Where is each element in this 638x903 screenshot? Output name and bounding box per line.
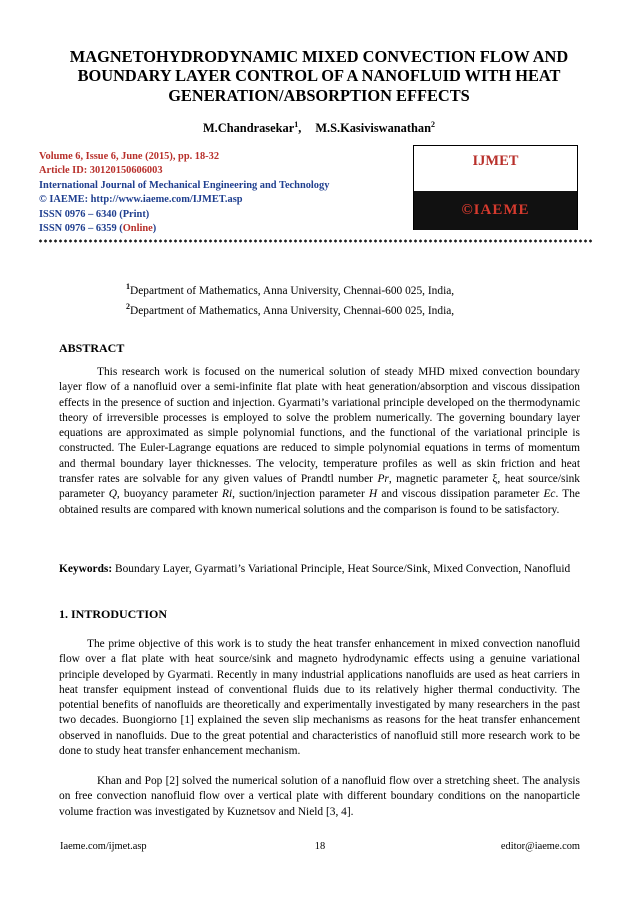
author-separator: , xyxy=(298,121,302,136)
issn-print-line: ISSN 0976 – 6340 (Print) xyxy=(39,208,150,220)
journal-name-line: International Journal of Mechanical Engineering and Technology xyxy=(39,179,330,191)
abstract-text: This research work is focused on the numerical solution of steady MHD mixed convection boundary layer flow of a nanofluid over a semi-infinite flat plate with heat generation/absorption and viscous dissipation effects in the presence of suction and injection. Gyarmati’s variational principle developed on the thermodynamic theory of irreversible processes is employed to solve the problem numerically. The governing boundary layer equations are approximated as simple polynomial functions, and the functional of the variational principle is constructed. The Euler-Lagrange equations are reduced to simple polynomial equations in terms of momentum and thermal boundary layer thicknesses. The velocity, temperature profiles as well as skin friction and heat transfer rates are solvable for any given values of Prandtl number Pr, magnetic parameter ξ, heat source/sink parameter Q, buoyancy parameter Ri, suction/injection parameter H and viscous dissipation parameter Ec. The obtained results are compared with known numerical solutions and the comparison is found to be satisfactory. xyxy=(59,366,581,516)
article-id-line: Article ID: 30120150606003 xyxy=(39,165,163,177)
logo-iaeme-text: ©IAEME xyxy=(414,191,577,230)
keywords-label: Keywords: xyxy=(59,563,113,575)
author-1: M.Chandrasekar$^1$ xyxy=(202,120,299,136)
page-number: 18 xyxy=(314,841,326,852)
footer-email[interactable]: editor@iaeme.com xyxy=(500,841,580,852)
author-2: M.S.Kasiviswanathan$^2$ xyxy=(315,120,435,136)
page-footer xyxy=(60,840,580,854)
author-2-sup: 2 xyxy=(431,120,435,129)
introduction-paragraph-1: The prime objective of this work is to study the heat transfer enhancement in mixed convection nanofluid flow over a flat plate with heat source/sink and magneto hydrodynamic effects using a genuine variational principle developed by Gyarmati. Recently in many industrial applications nanofluids are used as heat carriers in heat transfer equipment instead of conventional fluids due to its relatively higher thermal conductivity. The potential benefits of nanofluids are theoretically and experimentally investigated by many researchers in the past two decades. Buongiorno [1] explained the seven slip mechanisms as reasons for the heat transfer enhancement observed in nanofluids. Due to the great potential and characteristics of nanofluid still more research work to be done to study heat transfer enhancement mechanism. xyxy=(59,638,580,758)
issn-online-word: Online xyxy=(122,223,153,235)
affiliations xyxy=(126,279,596,319)
paper-title: MAGNETOHYDRODYNAMIC MIXED CONVECTION FLOW AND BOUNDARY LAYER CONTROL OF A NANOFLUID WITH HEAT GENERATION/ABSORPTION EFFECTS xyxy=(69,47,569,105)
introduction-heading: 1. INTRODUCTION xyxy=(59,607,168,621)
author-1-sup: 1 xyxy=(294,120,299,129)
keywords-list: Boundary Layer, Gyarmati’s Variational Principle, Heat Source/Sink, Mixed Convection, Nanofluid xyxy=(115,563,571,575)
iaeme-url-line[interactable]: © IAEME: http://www.iaeme.com/IJMET.asp xyxy=(39,194,243,206)
affiliation-1: $^1$Department of Mathematics, Anna University, Chennai-600 025, India, xyxy=(126,282,455,297)
logo-ijmet-text: IJMET xyxy=(472,153,519,169)
abstract-heading: ABSTRACT xyxy=(59,341,125,355)
footer-url[interactable]: Iaeme.com/ijmet.asp xyxy=(60,841,147,852)
keywords xyxy=(59,562,580,577)
journal-logo xyxy=(413,145,578,230)
publication-meta xyxy=(39,150,399,236)
dotted-divider xyxy=(38,238,594,244)
introduction-paragraph-2: Khan and Pop [2] solved the numerical solution of a nanofluid flow over a stretching sheet. The analysis on free convection nanofluid flow over a vertical plate with different boundary conditions on the nanoparticle volume fraction was investigated by Kuznetsov and Nield [3, 4]. xyxy=(59,775,580,818)
volume-line: Volume 6, Issue 6, June (2015), pp. 18-32 xyxy=(39,151,220,162)
issn-online-line: ISSN 0976 – 6359 (Online) xyxy=(39,223,157,235)
author-line xyxy=(0,117,638,136)
affiliation-2: $^2$Department of Mathematics, Anna University, Chennai-600 025, India, xyxy=(126,301,455,317)
